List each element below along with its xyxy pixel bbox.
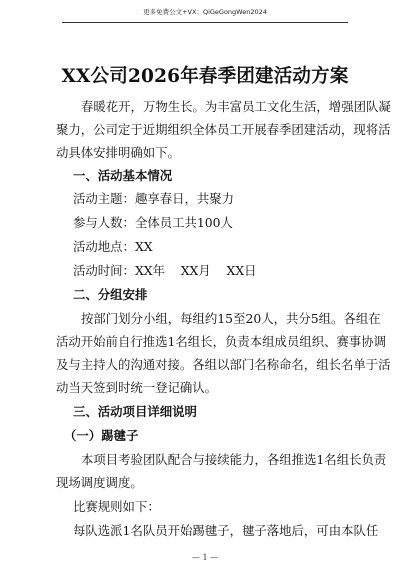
basic-info-item: 活动时间：XX年 XX月 XX日 — [73, 263, 257, 278]
section-heading-activities: 三、活动项目详细说明 — [73, 404, 197, 419]
rule-line: 每队选派1名队员开始踢毽子，毽子落地后，可由本队任 — [73, 523, 379, 538]
intro-line: 聚力，公司定于近期组织全体员工开展春季团建活动，现将活 — [56, 122, 391, 137]
intro-line: 春暖花开，万物生长。为丰富员工文化生活，增强团队凝 — [81, 99, 391, 114]
basic-info-item: 参与人数：全体员工共100人 — [73, 215, 233, 230]
section-heading-basic-info: 一、活动基本情况 — [73, 168, 173, 183]
subsection-heading-shuttlecock: （一）踢毽子 — [64, 428, 139, 443]
shuttlecock-line: 现场调度调度。 — [56, 475, 143, 490]
grouping-line: 活动开始前自行推选1名组长，负责本组成员组织、赛事协调 — [56, 334, 387, 349]
page-header: 更多免费公文+VX：QiGeGongWen2024 — [143, 8, 267, 16]
section-heading-grouping: 二、分组安排 — [73, 287, 148, 302]
grouping-line: 动当天签到时统一登记确认。 — [56, 380, 218, 395]
basic-info-item: 活动地点：XX — [73, 239, 153, 254]
shuttlecock-line: 本项目考验团队配合与接续能力，各组推选1名组长负责 — [81, 452, 387, 467]
basic-info-item: 活动主题：趣享春日，共聚力 — [73, 191, 235, 206]
header-rule — [62, 22, 348, 23]
document-title: XX公司2026年春季团建活动方案 — [61, 66, 349, 87]
grouping-line: 及与主持人的沟通对接。各组以部门名称命名，组长名单于活 — [56, 357, 391, 372]
rules-intro: 比赛规则如下： — [73, 499, 160, 514]
page-number: — 1 — — [191, 553, 219, 562]
grouping-line: 按部门划分小组，每组约15至20人，共分5组。各组在 — [81, 311, 381, 326]
intro-line: 动具体安排明确如下。 — [56, 145, 180, 160]
